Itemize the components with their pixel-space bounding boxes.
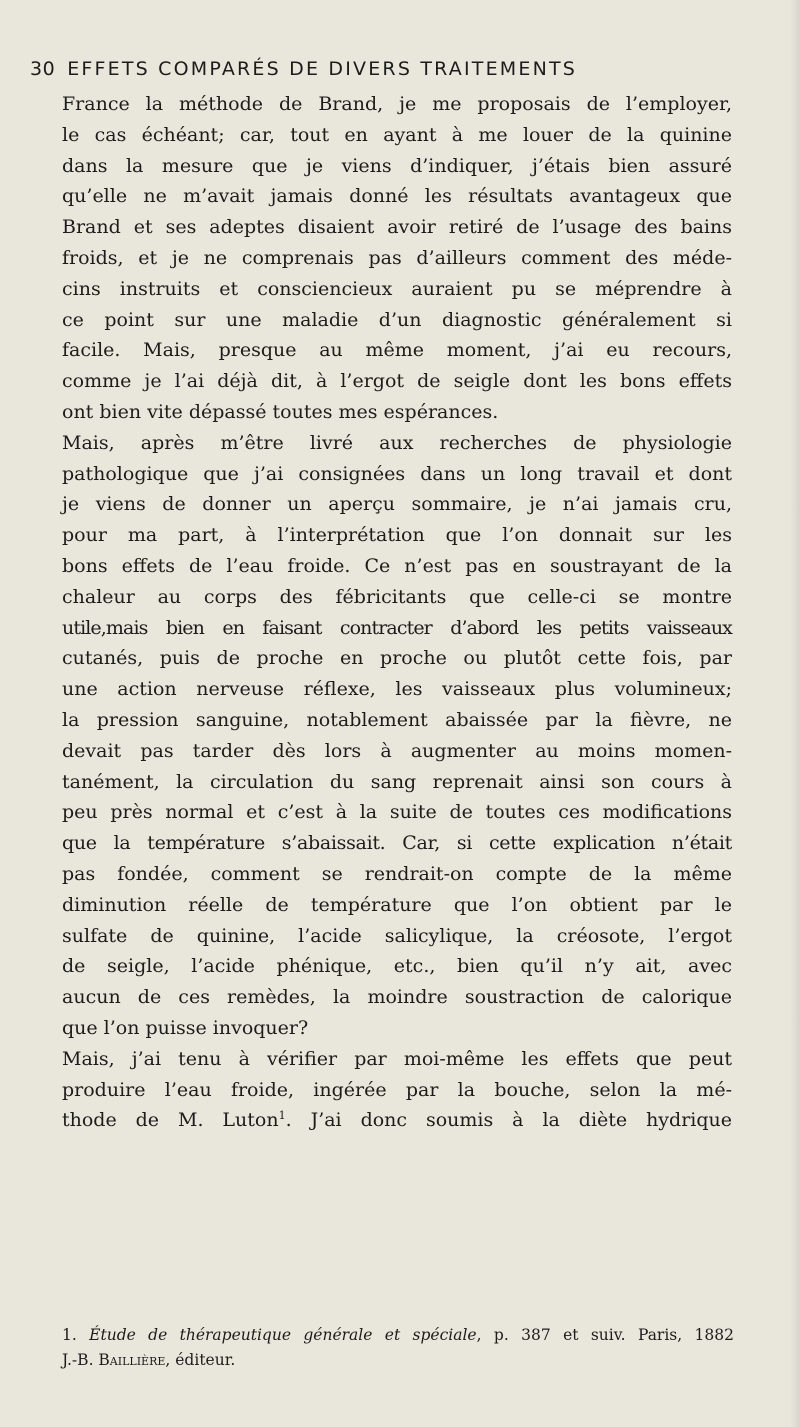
text-line: de seigle, l’acide phénique, etc., bien qu’il n’y ait, avec [62,955,732,978]
text-line: produire l’eau froide, ingérée par la bouche, selon la mé- [62,1078,732,1101]
text-line: devait pas tarder dès lors à augmenter au moins momen- [62,739,732,762]
footnote-title: Étude de thérapeutique générale et spéciale [89,1326,477,1344]
text-line: froids, et je ne comprenais pas d’ailleurs comment des méde- [62,246,732,269]
text-line: diminution réelle de température que l’on obtient par le [62,893,732,916]
text-line: la pression sanguine, notablement abaissée par la fièvre, ne [62,708,732,731]
text-line: que la température s’abaissait. Car, si cette explication n’était [62,832,732,855]
text-line: ce point sur une maladie d’un diagnostic généralement si [62,308,732,331]
text-line: peu près normal et c’est à la suite de toutes ces modifications [62,801,732,824]
text-line: aucun de ces remèdes, la moindre soustraction de calorique [62,986,732,1009]
footnote-line [62,1323,734,1348]
text-line: Brand et ses adeptes disaient avoir retiré de l’usage des bains [62,216,732,239]
text-line: facile. Mais, presque au même moment, j’ai eu recours, [62,339,732,362]
footnote-publisher: J.-B. Baillière [62,1350,166,1369]
text-line: thode de M. Luton$^1$. J’ai donc soumis à la diète hydrique [62,1109,733,1132]
page-edge-shadow [790,0,800,1427]
text-line: France la méthode de Brand, je me proposais de l’employer, [62,93,732,115]
footnote-text: , éditeur. [165,1350,236,1369]
text-line: bons effets de l’eau froide. Ce n’est pas en soustrayant de la [62,554,732,577]
text-line: pour ma part, à l’interprétation que l’on donnait sur les [62,524,732,547]
text-fragment: thode de M. Luton [62,1109,279,1132]
text-line: ont bien vite dépassé toutes mes espérances. [62,400,499,423]
page-number: 30 [30,58,56,80]
text-line: tanément, la circulation du sang reprenait ainsi son cours à [62,770,732,793]
running-title: EFFETS COMPARÉS DE DIVERS TRAITEMENTS [67,58,578,80]
text-line: cins instruits et consciencieux auraient pu se méprendre à [62,277,732,300]
footnote-text: , p. 387 et suiv. Paris, 1882 [476,1326,734,1344]
text-line: comme je l’ai déjà dit, à l’ergot de seigle dont les bons effets [62,370,732,393]
text-line: le cas échéant; car, tout en ayant à me louer de la quinine [62,123,732,146]
footnote-line [62,1348,734,1373]
text-line: pas fondée, comment se rendrait-on compte de la même [62,862,732,885]
text-line: dans la mesure que je viens d’indiquer, j’étais bien assuré [62,154,732,177]
running-header [30,58,730,80]
text-line: chaleur au corps des fébricitants que celle-ci se montre [62,585,732,608]
text-fragment: J’ai donc soumis à la diète hydrique [310,1109,733,1132]
footnote [62,1323,734,1372]
body-text [62,89,732,1136]
text-line: cutanés, puis de proche en proche ou plutôt cette fois, par [62,647,732,670]
footnote-number: 1. [62,1326,77,1344]
text-line: je viens de donner un aperçu sommaire, je n’ai jamais cru, [62,493,732,516]
text-line: Mais, j’ai tenu à vérifier par moi-même les effets que peut [62,1047,732,1070]
text-line: pathologique que j’ai consignées dans un long travail et dont [62,462,732,485]
text-line: une action nerveuse réflexe, les vaisseaux plus volumineux; [62,678,732,701]
text-line: que l’on puisse invoquer? [62,1016,309,1039]
text-line: utile,mais bien en faisant contracter d’abord les petits vaisseaux [62,616,732,639]
text-line: sulfate de quinine, l’acide salicylique, la créosote, l’ergot [62,924,732,947]
footnote-marker: 1 [278,1109,286,1123]
text-line: qu’elle ne m’avait jamais donné les résultats avantageux que [62,185,732,208]
text-line: Mais, après m’être livré aux recherches de physiologie [62,431,732,454]
